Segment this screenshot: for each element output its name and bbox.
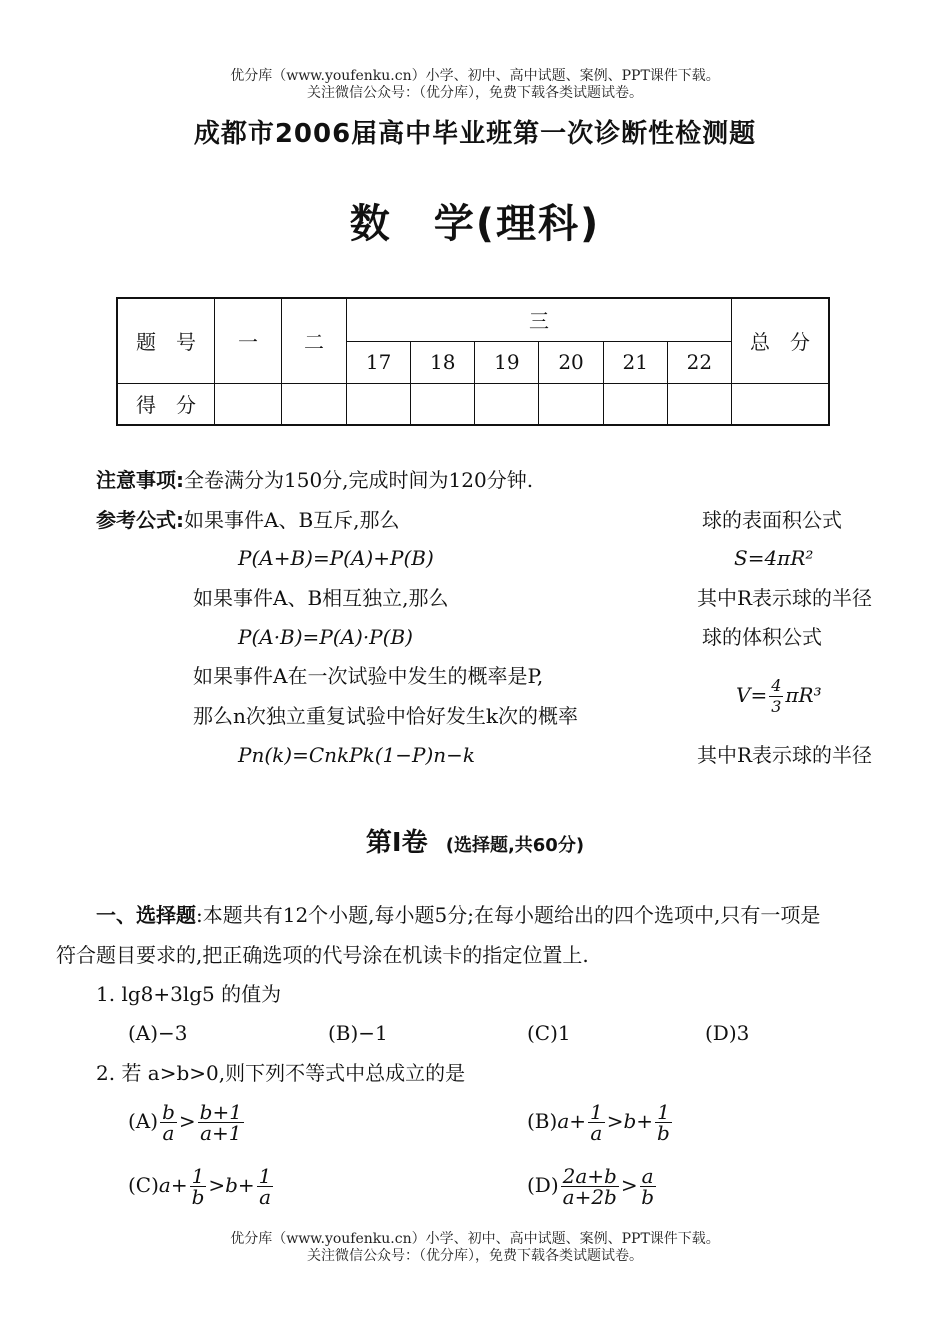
q2a-frac-1 [160, 1102, 177, 1143]
notes-line [96, 468, 533, 492]
den: b [191, 1185, 205, 1209]
num: 2a+b [562, 1164, 617, 1188]
q2d-frac-2 [640, 1166, 656, 1207]
den: a+1 [200, 1121, 242, 1145]
section-note: (选择题,共60分) [445, 835, 585, 856]
part1-text-1: :本题共有12个小题,每小题5分;在每小题给出的四个选项中,只有一项是 [196, 903, 821, 927]
den: a [259, 1185, 271, 1209]
col-part-1: 一 [215, 298, 282, 383]
score-cell [603, 383, 667, 425]
section-name: 第Ⅰ卷 [365, 828, 428, 858]
col-q20: 20 [539, 341, 603, 383]
q2d-label: (D) [527, 1173, 559, 1197]
row-label-question: 题 号 [117, 298, 215, 383]
den: a+2b [562, 1185, 617, 1209]
frac-den: 3 [771, 697, 782, 716]
part1-label: 一、选择题 [96, 903, 196, 927]
row-label-score: 得 分 [117, 383, 215, 425]
formula-line-1 [96, 508, 400, 532]
q2a-label: (A) [128, 1109, 159, 1133]
score-cell [667, 383, 731, 425]
mid: >b+ [606, 1109, 654, 1133]
sphere-area-label: 球的表面积公式 [702, 508, 842, 532]
formula-text-3: 如果事件A在一次试验中发生的概率是P, [193, 664, 544, 688]
formula-2: P(A·B)=P(A)·P(B) [238, 625, 413, 649]
footer-line-2: 关注微信公众号：（优分库），免费下载各类试题试卷。 [307, 1248, 643, 1264]
frac-num: 4 [771, 676, 782, 695]
op: > [620, 1173, 638, 1197]
volume-rest: πR³ [785, 683, 822, 707]
num: 1 [657, 1100, 670, 1124]
q2a-frac-2 [198, 1102, 244, 1143]
den: b [641, 1185, 654, 1209]
col-q22: 22 [667, 341, 731, 383]
q2c-frac-1 [190, 1166, 207, 1207]
subject-title: 数 学(理科) [349, 201, 601, 247]
header-line-2: 关注微信公众号：（优分库），免费下载各类试题试卷。 [307, 85, 643, 101]
q2b-frac-1 [588, 1102, 605, 1143]
sphere-volume-label: 球的体积公式 [702, 625, 822, 649]
footer-line-1: 优分库（www.youfenku.cn）小学、初中、高中试题、案例、PPT课件下载。 [230, 1231, 720, 1247]
score-cell [282, 383, 347, 425]
col-total: 总 分 [732, 298, 830, 383]
formula-text-1: 如果事件A、B互斥,那么 [184, 508, 400, 532]
num: a [641, 1164, 654, 1188]
formula-text-4: 那么n次独立重复试验中恰好发生k次的概率 [193, 704, 578, 728]
q2-option-b [527, 1102, 674, 1143]
part1-line-2: 符合题目要求的,把正确选项的代号涂在机读卡的指定位置上. [56, 943, 589, 967]
fraction-4-3 [769, 676, 783, 717]
col-part-2: 二 [282, 298, 347, 383]
formula-label: 参考公式: [96, 508, 184, 532]
pre: a+ [557, 1109, 586, 1133]
score-cell [539, 383, 603, 425]
col-q21: 21 [603, 341, 667, 383]
sphere-area-formula: S=4πR² [734, 546, 814, 570]
q1-option-b: (B)−1 [328, 1021, 388, 1045]
q2-option-a [128, 1102, 246, 1143]
col-part-3: 三 [347, 298, 732, 341]
den: a [162, 1121, 175, 1145]
volume-v: V= [736, 683, 768, 707]
notes-text: 全卷满分为150分,完成时间为120分钟. [184, 468, 534, 492]
formula-3: Pn(k)=CnkPk(1−P)n−k [238, 743, 476, 767]
num: 1 [590, 1100, 603, 1124]
pre: a+ [158, 1173, 188, 1197]
q1-option-c: (C)1 [527, 1021, 571, 1045]
score-table [116, 297, 830, 426]
header-line-1: 优分库（www.youfenku.cn）小学、初中、高中试题、案例、PPT课件下载。 [230, 68, 720, 84]
q2-option-c [128, 1166, 275, 1207]
q2c-label: (C) [128, 1173, 159, 1197]
num: 1 [258, 1164, 272, 1188]
q2-option-d [527, 1166, 658, 1207]
formula-text-2: 如果事件A、B相互独立,那么 [193, 586, 449, 610]
radius-note-1: 其中R表示球的半径 [697, 586, 873, 610]
score-cell [475, 383, 539, 425]
col-q17: 17 [347, 341, 411, 383]
num: b [162, 1100, 175, 1124]
score-cell [411, 383, 475, 425]
q2b-label: (B) [527, 1109, 558, 1133]
q1-stem: 1. lg8+3lg5 的值为 [96, 982, 282, 1006]
col-q19: 19 [475, 341, 539, 383]
col-q18: 18 [411, 341, 475, 383]
op: > [178, 1109, 196, 1133]
den: a [590, 1121, 603, 1145]
num: b+1 [199, 1100, 242, 1124]
q1-option-d: (D)3 [705, 1021, 750, 1045]
q2-stem: 2. 若 a>b>0,则下列不等式中总成立的是 [96, 1061, 466, 1085]
formula-1: P(A+B)=P(A)+P(B) [238, 546, 434, 570]
sphere-volume-formula [736, 676, 822, 717]
notes-label: 注意事项: [96, 468, 184, 492]
q2d-frac-1 [561, 1166, 619, 1207]
exam-title: 成都市2006届高中毕业班第一次诊断性检测题 [193, 119, 757, 149]
num: 1 [191, 1164, 205, 1188]
q1-option-a: (A)−3 [128, 1021, 188, 1045]
q2b-frac-2 [655, 1102, 672, 1143]
q2c-frac-2 [257, 1166, 274, 1207]
part1-line-1 [96, 903, 820, 927]
radius-note-2: 其中R表示球的半径 [697, 743, 873, 767]
score-cell [732, 383, 830, 425]
score-cell [347, 383, 411, 425]
mid: >b+ [208, 1173, 255, 1197]
score-cell [215, 383, 282, 425]
section-title [0, 822, 950, 859]
den: b [657, 1121, 670, 1145]
